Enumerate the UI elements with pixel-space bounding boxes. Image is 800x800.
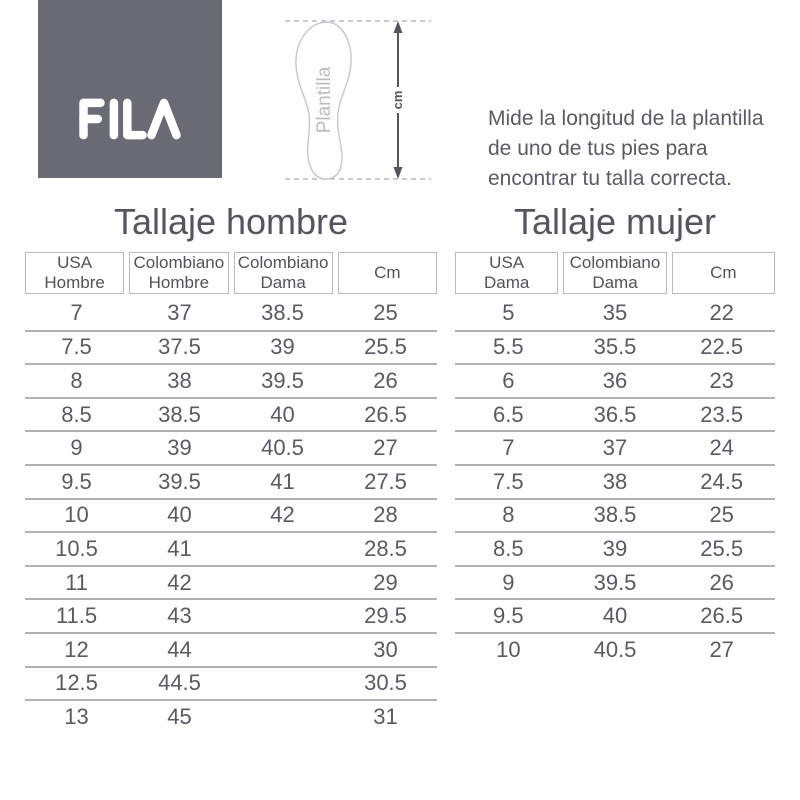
unit-label: cm bbox=[390, 90, 405, 110]
table-cell: 28 bbox=[373, 502, 398, 528]
table-cell: 11 bbox=[65, 569, 88, 595]
table-cell: 30 bbox=[373, 636, 398, 662]
table-row bbox=[455, 531, 775, 565]
table-cell: 28.5 bbox=[364, 535, 407, 561]
table-cell: 26 bbox=[373, 367, 398, 393]
table-row bbox=[455, 363, 775, 397]
table-cell: 27 bbox=[709, 636, 734, 662]
table-cell: 7.5 bbox=[61, 334, 92, 360]
table-cell: 37.5 bbox=[158, 334, 201, 360]
table-cell: 9.5 bbox=[493, 603, 524, 629]
table-cell: 11.5 bbox=[55, 603, 98, 629]
table-cell: 38 bbox=[602, 468, 628, 494]
table-cell: 10 bbox=[496, 636, 521, 662]
table-row bbox=[455, 598, 775, 632]
table-cell: 24.5 bbox=[700, 468, 744, 494]
table-row bbox=[455, 464, 775, 498]
table-cell: 26 bbox=[709, 569, 734, 595]
table-cell: 44.5 bbox=[158, 670, 201, 696]
table-cell: 38.5 bbox=[593, 502, 637, 528]
fila-logo-box bbox=[38, 0, 222, 178]
table-cell: 38.5 bbox=[158, 401, 201, 427]
table-cell: 12 bbox=[64, 636, 89, 662]
table-row bbox=[25, 632, 437, 666]
fila-logo-icon bbox=[71, 96, 189, 142]
table-cell: 25.5 bbox=[700, 535, 744, 561]
table-cell: 39 bbox=[167, 435, 192, 461]
instructions-line: de uno de tus pies para bbox=[488, 137, 708, 160]
table-cell: 8 bbox=[502, 502, 515, 528]
measurement-instructions bbox=[488, 104, 788, 194]
column-header: Colombiano Dama bbox=[563, 252, 666, 294]
table-row bbox=[455, 565, 775, 599]
arrow-down-icon bbox=[394, 167, 403, 179]
table-cell: 45 bbox=[167, 703, 192, 729]
column-header: USA Hombre bbox=[25, 252, 124, 294]
table-row bbox=[455, 296, 775, 330]
table-cell: 24 bbox=[709, 435, 734, 461]
table-cell: 25 bbox=[709, 502, 734, 528]
table-cell: 8.5 bbox=[493, 535, 524, 561]
table-cell: 10 bbox=[64, 502, 89, 528]
men-size-table bbox=[25, 252, 437, 733]
table-row bbox=[25, 397, 437, 431]
table-row bbox=[25, 666, 437, 700]
table-row bbox=[25, 598, 437, 632]
table-cell: 39.5 bbox=[261, 367, 304, 393]
table-cell: 40 bbox=[270, 401, 295, 427]
table-cell: 40 bbox=[167, 502, 192, 528]
women-table-title: Tallaje mujer bbox=[513, 201, 717, 242]
table-header-row bbox=[455, 252, 775, 294]
table-cell: 27.5 bbox=[364, 468, 407, 494]
table-cell: 7 bbox=[70, 299, 83, 325]
table-cell: 42 bbox=[167, 569, 192, 595]
table-cell: 23.5 bbox=[700, 401, 744, 427]
instructions-line: encontrar tu talla correcta. bbox=[488, 167, 732, 190]
table-cell: 36.5 bbox=[593, 401, 637, 427]
column-header: Colombiano Hombre bbox=[129, 252, 228, 294]
table-cell: 41 bbox=[167, 535, 192, 561]
table-cell: 8 bbox=[70, 367, 83, 393]
column-header: Cm bbox=[672, 252, 775, 294]
table-cell: 25 bbox=[373, 299, 398, 325]
table-cell: 29 bbox=[373, 569, 398, 595]
table-row bbox=[455, 498, 775, 532]
table-row bbox=[25, 330, 437, 364]
table-cell: 6 bbox=[502, 367, 515, 393]
table-cell: 26.5 bbox=[700, 603, 744, 629]
table-cell: 37 bbox=[602, 435, 628, 461]
table-row bbox=[25, 531, 437, 565]
table-cell: 38.5 bbox=[261, 299, 304, 325]
table-row bbox=[25, 296, 437, 330]
women-size-table bbox=[455, 252, 775, 666]
table-cell: 44 bbox=[167, 636, 192, 662]
table-cell: 13 bbox=[64, 703, 89, 729]
women-sizing-section bbox=[455, 201, 775, 666]
arrow-up-icon bbox=[394, 21, 403, 33]
table-cell: 31 bbox=[373, 703, 398, 729]
table-cell: 10.5 bbox=[55, 535, 98, 561]
insole-diagram-svg bbox=[283, 7, 433, 197]
table-cell: 35.5 bbox=[593, 334, 637, 360]
table-row bbox=[455, 430, 775, 464]
men-table-title: Tallaje hombre bbox=[113, 201, 349, 242]
table-cell: 25.5 bbox=[364, 334, 407, 360]
table-cell: 23 bbox=[709, 367, 734, 393]
table-row bbox=[455, 397, 775, 431]
table-cell: 5 bbox=[502, 299, 515, 325]
table-cell: 38 bbox=[167, 367, 192, 393]
table-cell: 35 bbox=[602, 299, 628, 325]
table-cell: 40.5 bbox=[593, 636, 637, 662]
table-cell: 39 bbox=[602, 535, 628, 561]
table-row bbox=[25, 430, 437, 464]
insole-diagram bbox=[283, 7, 433, 197]
table-row bbox=[25, 464, 437, 498]
table-cell: 30.5 bbox=[364, 670, 407, 696]
table-cell: 8.5 bbox=[61, 401, 92, 427]
men-sizing-section bbox=[25, 201, 437, 733]
table-row bbox=[455, 330, 775, 364]
table-cell: 29.5 bbox=[364, 603, 407, 629]
table-cell: 39 bbox=[270, 334, 295, 360]
table-row bbox=[455, 632, 775, 666]
table-cell: 39.5 bbox=[158, 468, 201, 494]
table-cell: 9 bbox=[70, 435, 83, 461]
table-cell: 37 bbox=[167, 299, 192, 325]
table-cell: 5.5 bbox=[493, 334, 524, 360]
table-cell: 9.5 bbox=[61, 468, 92, 494]
column-header: Cm bbox=[338, 252, 437, 294]
table-cell: 43 bbox=[167, 603, 192, 629]
table-cell: 7 bbox=[502, 435, 515, 461]
table-cell: 42 bbox=[270, 502, 295, 528]
instructions-line: Mide la longitud de la plantilla bbox=[488, 107, 764, 130]
table-row bbox=[25, 498, 437, 532]
table-row bbox=[25, 363, 437, 397]
column-header: USA Dama bbox=[455, 252, 558, 294]
table-row bbox=[25, 565, 437, 599]
table-cell: 27 bbox=[373, 435, 398, 461]
table-cell: 22.5 bbox=[700, 334, 744, 360]
table-cell: 12.5 bbox=[55, 670, 98, 696]
table-cell: 40.5 bbox=[261, 435, 304, 461]
table-cell: 26.5 bbox=[364, 401, 407, 427]
insole-label: Plantilla bbox=[314, 66, 335, 134]
table-cell: 6.5 bbox=[493, 401, 524, 427]
column-header: Colombiano Dama bbox=[234, 252, 333, 294]
table-cell: 39.5 bbox=[593, 569, 637, 595]
table-header-row bbox=[25, 252, 437, 294]
table-cell: 22 bbox=[709, 299, 734, 325]
table-cell: 41 bbox=[270, 468, 295, 494]
table-cell: 9 bbox=[502, 569, 515, 595]
table-cell: 36 bbox=[602, 367, 628, 393]
table-cell: 7.5 bbox=[493, 468, 524, 494]
table-row bbox=[25, 699, 437, 733]
table-cell: 40 bbox=[602, 603, 628, 629]
